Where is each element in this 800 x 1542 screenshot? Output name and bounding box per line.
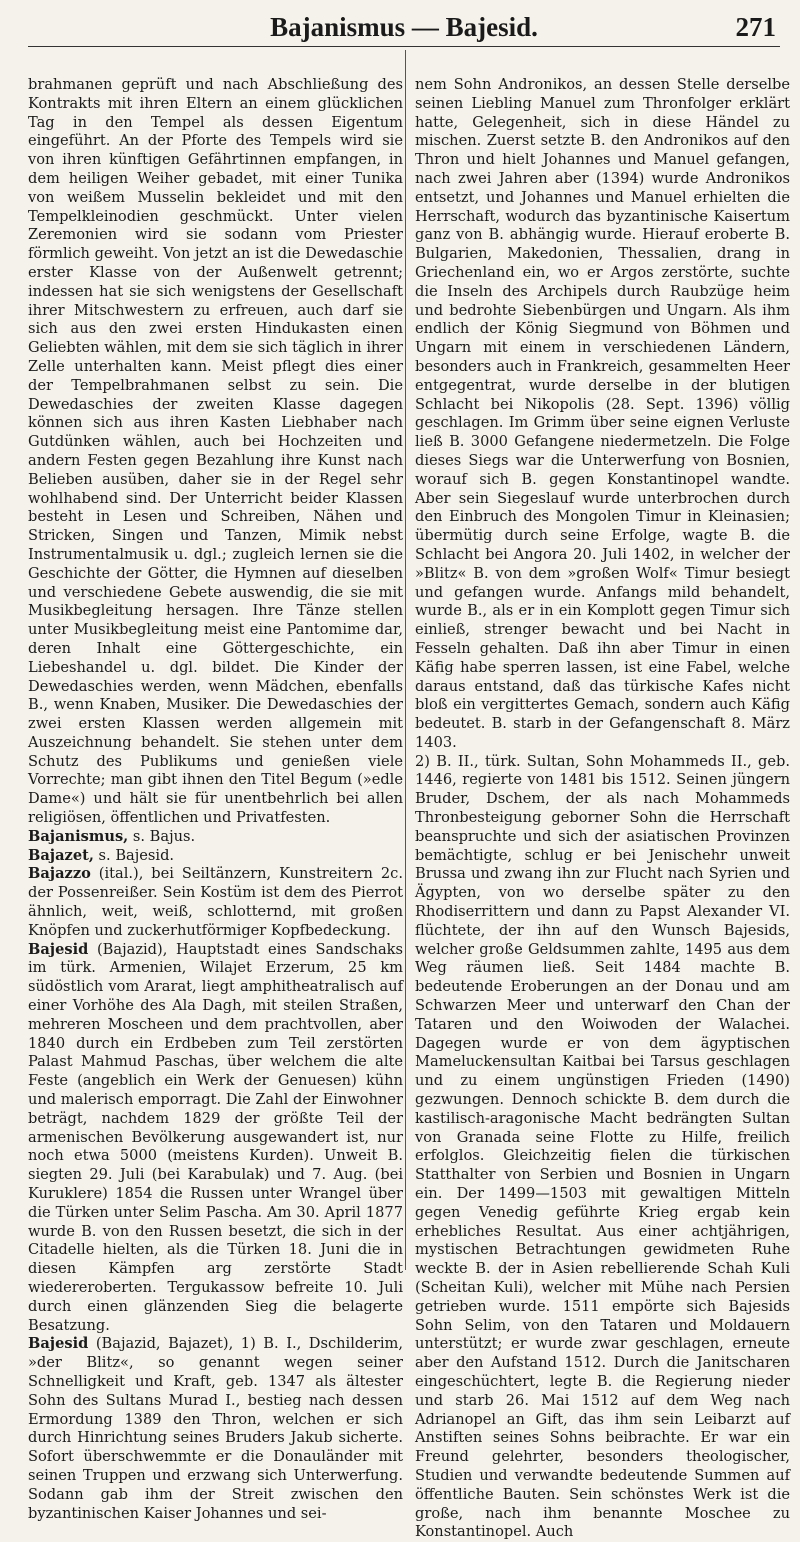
right-column [415, 76, 790, 1541]
headword: Bajazet, [28, 846, 94, 864]
entry-text: s. Bajesid. [93, 846, 175, 864]
entry-bajesid-ii: 2) B. II., türk. Sultan, Sohn Mohammeds II., geb. 1446, regierte von 1481 bis 1512. Seinen jüngern Bruder, Dschem, der als nach Mohammeds Thronbesteigung geborner Sohn die Herrschaft beanspruchte und sich der asiatischen Provinzen bemächtigte, schlug er bei Jenischehr unweit Brussa und zwang ihn zur Flucht nach Syrien und Ägypten, von wo derselbe später zu den Rhodiserrittern und dann zu Papst Alexander VI. flüchtete, der ihn auf den Wunsch Bajesids, welcher große Geldsummen zahlte, 1495 aus dem Weg räumen ließ. Seit 1484 machte B. bedeutende Eroberungen an der Donau und am Schwarzen Meer und unterwarf den Chan der Tataren und den Woiwoden der Walachei. Dagegen wurde er von dem ägyptischen Mameluckensultan Kaitbai bei Tarsus geschlagen und zu einem ungünstigen Frieden (1490) gezwungen. Dennoch schickte B. dem durch die kastilisch-aragonische Macht bedrängten Sultan von Granada seine Flotte zu Hilfe, freilich erfolglos. Gleichzeitig fielen die türkischen Statthalter von Serbien und Bosnien in Ungarn ein. Der 1499—1503 mit gewaltigen Mitteln gegen Venedig geführte Krieg ergab kein erhebliches Resultat. Aus einer achtjährigen, mystischen Betrachtungen gewidmeten Ruhe weckte B. der in Asien rebellierende Schah Kuli (Scheitan Kuli), welcher mit Mühe nach Persien getrieben wurde. 1511 empörte sich Bajesids Sohn Selim, von den Tataren und Moldauern unterstützt; er wurde zwar geschlagen, erneute aber den Aufstand 1512. Durch die Janitscharen eingeschüchtert, legte B. die Regierung nieder und starb 26. Mai 1512 auf dem Weg nach Adrianopel an Gift, das ihm sein Leibarzt auf Anstiften seines Sohns beibrachte. Er war ein Freund gelehrter, besonders theologischer, Studien und verwandte bedeutende Summen auf öffentliche Bauten. Sein schönstes Werk ist die große, nach ihm benannte Moschee zu Konstantinopel. Auch [415, 752, 790, 1541]
entry-text: (ital.), bei Seiltänzern, Kunstreitern 2c. der Possenreißer. Sein Kostüm ist dem des Pierrot ähnlich, weit, weiß, schlotternd, mit großen Knöpfen und zuckerhutförmiger Kopfbedeckung. [28, 865, 403, 939]
continued-paragraph: nem Sohn Andronikos, an dessen Stelle derselbe seinen Liebling Manuel zum Thronfolger erklärt hatte, Gelegenheit, sich in diese Händel zu mischen. Zuerst setzte B. den Andronikos auf den Thron und hielt Johannes und Manuel gefangen, nach zwei Jahren aber (1394) wurde Andronikos entsetzt, und Johannes und Manuel erhielten die Herrschaft, wodurch das byzantinische Kaisertum ganz von B. abhängig wurde. Hierauf eroberte B. Bulgarien, Makedonien, Thessalien, drang in Griechenland ein, wo er Argos zerstörte, suchte die Inseln des Archipels durch Raubzüge heim und bedrohte Siebenbürgen und Ungarn. Als ihm endlich der König Siegmund von Böhmen und Ungarn mit einem in verschiedenen Ländern, besonders auch in Frankreich, gesammelten Heer entgegentrat, wurde derselbe in der blutigen Schlacht bei Nikopolis (28. Sept. 1396) völlig geschlagen. Im Grimm über seine eignen Verluste ließ B. 3000 Gefangene niedermetzeln. Die Folge dieses Siegs war die Unterwerfung von Bosnien, worauf sich B. gegen Konstantinopel wandte. Aber sein Siegeslauf wurde unterbrochen durch den Einbruch des Mongolen Timur in Kleinasien; übermütig durch seine Erfolge, wagte B. die Schlacht bei Angora 20. Juli 1402, in welcher der »Blitz« B. von dem »großen Wolf« Timur besiegt und gefangen wurde. Anfangs mild behandelt, wurde B., als er in ein Komplott gegen Timur sich einließ, strenger bewacht und bei Nacht in Fesseln gehalten. Daß ihn aber Timur in einen Käfig habe sperren lassen, ist eine Fabel, welche daraus entstand, daß das türkische Kafes nicht bloß ein vergittertes Gemach, sondern auch Käfig bedeutet. B. starb in der Gefangenschaft 8. März 1403. [415, 76, 790, 751]
entry-bajazet [28, 847, 403, 866]
entry-bajazzo [28, 865, 403, 940]
continued-paragraph: brahmanen geprüft und nach Abschließung des Kontrakts mit ihren Eltern an einem glücklichen Tag in den Tempel als dessen Eigentum eingeführt. An der Pforte des Tempels wird sie von ihren künftigen Gefährtinnen empfangen, in dem heiligen Weiher gebadet, mit einer Tunika von weißem Musselin bekleidet und mit den Tempelkleinodien geschmückt. Unter vielen Zeremonien wird sie sodann vom Priester förmlich geweiht. Von jetzt an ist die Dewedaschie erster Klasse von der Außenwelt getrennt; indessen hat sie sich wenigstens der Gesellschaft ihrer Mitschwestern zu erfreuen, auch darf sie sich aus den zwei ersten Hindukasten einen Geliebten wählen, mit dem sie sich täglich in ihrer Zelle unterhalten kann. Meist pflegt dies einer der Tempelbrahmanen selbst zu sein. Die Dewedaschies der zweiten Klasse dagegen können sich aus ihren Kasten Liebhaber nach Gutdünken wählen, auch bei Hochzeiten und andern Festen gegen Bezahlung ihre Kunst nach Belieben ausüben, daher sie in der Regel sehr wohlhabend sind. Der Unterricht beider Klassen besteht in Lesen und Schreiben, Nähen und Stricken, Singen und Tanzen, Mimik nebst Instrumentalmusik u. dgl.; zugleich lernen sie die Geschichte der Götter, die Hymnen auf dieselben und verschiedene Gebete auswendig, die sie mit Musikbegleitung hersagen. Ihre Tänze stellen unter Musikbegleitung meist eine Pantomime dar, deren Inhalt eine Göttergeschichte, ein Liebeshandel u. dgl. bildet. Die Kinder der Dewedaschies werden, wenn Mädchen, ebenfalls B., wenn Knaben, Musiker. Die Dewedaschies der zwei ersten Klassen werden allgemein mit Auszeichnung behandelt. Sie stehen unter dem Schutz des Publikums und genießen viele Vorrechte; man gibt ihnen den Titel Begum (»edle Dame«) und hält sie für unentbehrlich bei allen religiösen, öffentlichen und Privatfesten. [28, 76, 403, 827]
entry-text: (Bajazid, Bajazet), 1) B. I., Dschilderim, »der Blitz«, so genannt wegen seiner Schnelligkeit und Kraft, geb. 1347 als ältester Sohn des Sultans Murad I., bestieg nach dessen Ermordung 1389 den Thron, welchen er sich durch Hinrichtung seines Bruders Jakub sicherte. Sofort überschwemmte er die Donauländer mit seinen Truppen und erzwang sich Unterwerfung. Sodann gab ihm der Streit zwischen den byzantinischen Kaiser Johannes und sei- [28, 1335, 403, 1522]
entry-bajesid-sultan [28, 1335, 403, 1523]
entry-bajesid-city [28, 941, 403, 1336]
entry-bajanismus [28, 828, 403, 847]
running-title: Bajanismus — Bajesid. [270, 12, 538, 42]
page-header [28, 6, 780, 47]
entry-text: (Bajazid), Hauptstadt eines Sandschaks im türk. Armenien, Wilajet Erzerum, 25 km südöstlich vom Ararat, liegt amphitheatralisch auf einer Vorhöhe des Ala Dagh, mit steilen Straßen, mehreren Moscheen und dem prachtvollen, aber 1840 durch ein Erdbeben zum Teil zerstörten Palast Mahmud Paschas, über welchem die alte Feste (angeblich ein Werk der Genuesen) kühn und malerisch emporragt. Die Zahl der Einwohner beträgt, nachdem 1829 der größte Teil der armenischen Bevölkerung ausgewandert ist, nur noch etwa 5000 (meistens Kurden). Unweit B. siegten 29. Juli (bei Karabulak) und 7. Aug. (bei Kuruklere) 1854 die Russen unter Wrangel über die Türken unter Selim Pascha. Am 30. April 1877 wurde B. von den Russen besetzt, die sich in der Citadelle hielten, als die Türken 18. Juni die in diesen Kämpfen arg zerstörte Stadt wiedereroberten. Tergukassow befreite 10. Juli durch einen glänzenden Sieg die belagerte Besatzung. [28, 940, 403, 1334]
column-divider [405, 50, 406, 1270]
left-column [28, 76, 403, 1522]
entry-text: s. Bajus. [128, 827, 196, 845]
headword: Bajesid [28, 940, 89, 958]
page-number: 271 [735, 12, 776, 42]
headword: Bajanismus, [28, 827, 129, 845]
headword: Bajesid [28, 1335, 89, 1353]
headword: Bajazzo [28, 865, 91, 883]
